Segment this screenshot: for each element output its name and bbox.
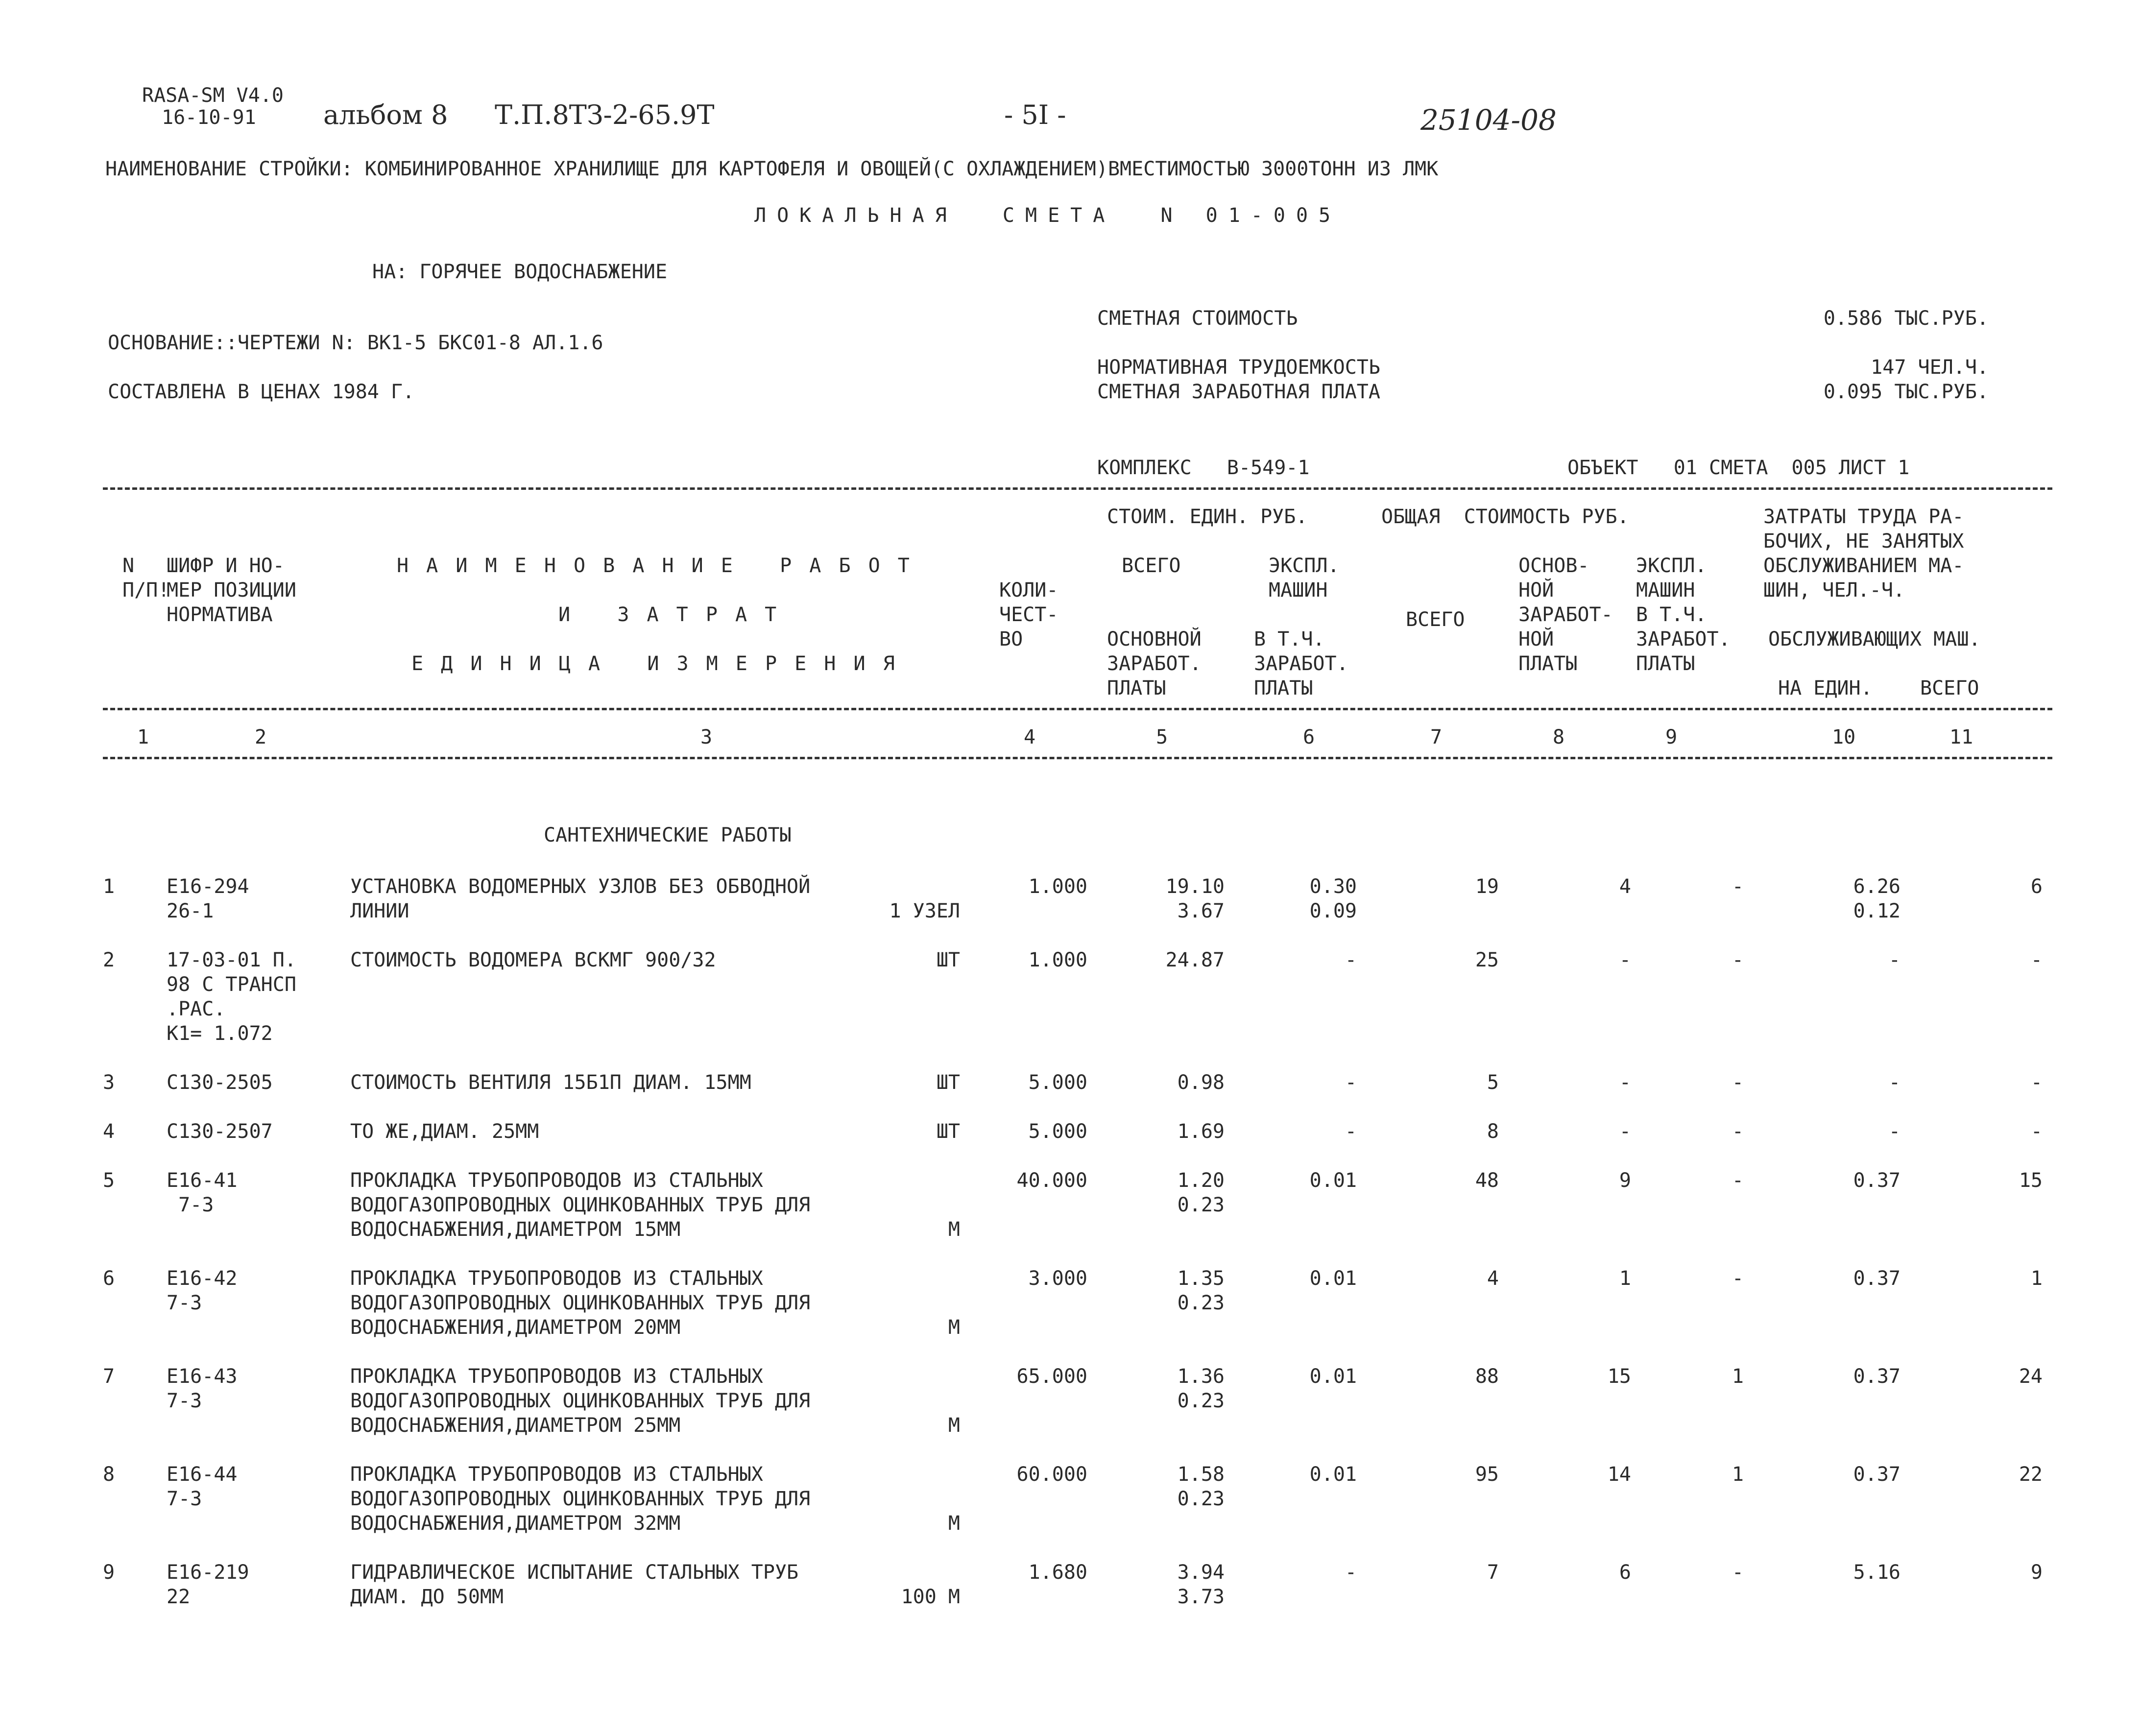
- row-c11-cell: -: [2030, 1120, 2043, 1143]
- row-c7-cell: 19: [1475, 875, 1499, 898]
- document-code: 25104-08: [1420, 103, 1557, 137]
- unit-cost-header: СТОИМ. ЕДИН. РУБ.: [1107, 506, 1308, 528]
- row-c6-cell: -: [1345, 1120, 1357, 1143]
- row-qty-cell: 65.000: [1016, 1365, 1087, 1388]
- row-name-cell: ТО ЖЕ,ДИАМ. 25ММ: [350, 1120, 539, 1143]
- col-n-header: N П/П!: [122, 555, 170, 602]
- row-c5-cell: 1.69: [1177, 1120, 1225, 1143]
- row-n-cell: 4: [103, 1120, 115, 1143]
- row-c11-cell: -: [2030, 1071, 2043, 1094]
- row-code-cell: Е16-41 7-3: [167, 1169, 238, 1216]
- row-code-cell: Е16-42 7-3: [167, 1267, 238, 1314]
- col-code-header: ШИФР И НО- МЕР ПОЗИЦИИ НОРМАТИВА: [167, 555, 296, 626]
- col-name-header: И З А Т Р А Т: [558, 603, 780, 626]
- price-base: СОСТАВЛЕНА В ЦЕНАХ 1984 Г.: [108, 381, 415, 403]
- row-c6-cell: -: [1345, 1561, 1357, 1584]
- column-number: 4: [1024, 726, 1036, 748]
- row-c8-cell: 6: [1619, 1561, 1631, 1584]
- row-c5-cell: 3.94 3.73: [1177, 1561, 1225, 1608]
- col-name-header: Н А И М Е Н О В А Н И Е Р А Б О Т: [397, 555, 913, 577]
- row-c6-cell: 0.01: [1309, 1463, 1357, 1486]
- estimate-title: ЛОКАЛЬНАЯ СМЕТА N 01-005: [754, 204, 1342, 227]
- row-c10-cell: 0.37: [1853, 1267, 1900, 1290]
- row-c9-cell: -: [1732, 1267, 1744, 1290]
- row-c6-cell: -: [1345, 1071, 1357, 1094]
- row-qty-cell: 5.000: [1028, 1071, 1087, 1094]
- row-qty-cell: 40.000: [1016, 1169, 1087, 1192]
- construction-name: НАИМЕНОВАНИЕ СТРОЙКИ: КОМБИНИРОВАННОЕ ХРАНИЛИЩЕ ДЛЯ КАРТОФЕЛЯ И ОВОЩЕЙ(С ОХЛАЖДЕНИЕМ)ВМЕСТИМОСТЬЮ 3000ТОНН ИЗ ЛМК: [105, 158, 1439, 180]
- summary-value: 147 ЧЕЛ.Ч.: [1871, 356, 1989, 379]
- row-qty-cell: 1.000: [1028, 875, 1087, 898]
- row-c6-cell: 0.01: [1309, 1365, 1357, 1388]
- col-qty-header: КОЛИ- ЧЕСТ- ВО: [999, 579, 1058, 651]
- row-name-cell: УСТАНОВКА ВОДОМЕРНЫХ УЗЛОВ БЕЗ ОБВОДНОЙ ЛИНИИ: [350, 875, 811, 922]
- column-number: 1: [137, 726, 149, 748]
- row-c5-cell: 1.35 0.23: [1177, 1267, 1225, 1314]
- row-n-cell: 7: [103, 1365, 115, 1388]
- row-name-cell: СТОИМОСТЬ ВОДОМЕРА ВСКМГ 900/32: [350, 949, 716, 971]
- row-c11-cell: -: [2030, 949, 2043, 971]
- total-wage-header: ОСНОВ- НОЙ ЗАРАБОТ- НОЙ ПЛАТЫ: [1518, 555, 1613, 675]
- row-code-cell: С130-2507: [167, 1120, 273, 1143]
- row-c7-cell: 95: [1475, 1463, 1499, 1486]
- total-cost-header: ОБЩАЯ СТОИМОСТЬ РУБ.: [1381, 506, 1629, 528]
- summary-label: СМЕТНАЯ ЗАРАБОТНАЯ ПЛАТА: [1097, 381, 1380, 403]
- row-code-cell: Е16-43 7-3: [167, 1365, 238, 1412]
- header-rule-mid: [103, 708, 2052, 710]
- row-c10-cell: -: [1888, 1071, 1900, 1094]
- row-n-cell: 6: [103, 1267, 115, 1290]
- row-c5-cell: 1.20 0.23: [1177, 1169, 1225, 1216]
- row-n-cell: 9: [103, 1561, 115, 1584]
- row-c5-cell: 1.58 0.23: [1177, 1463, 1225, 1510]
- row-c8-cell: 14: [1607, 1463, 1631, 1486]
- row-c6-cell: -: [1345, 949, 1357, 971]
- row-c8-cell: -: [1619, 1120, 1631, 1143]
- row-c7-cell: 48: [1475, 1169, 1499, 1192]
- column-number: 7: [1430, 726, 1443, 748]
- row-qty-cell: 60.000: [1016, 1463, 1087, 1486]
- row-name-cell: ПРОКЛАДКА ТРУБОПРОВОДОВ ИЗ СТАЛЬНЫХ ВОДОГАЗОПРОВОДНЫХ ОЦИНКОВАННЫХ ТРУБ ДЛЯ ВОДОСНАБЖЕНИЯ,ДИАМЕТРОМ 20ММ: [350, 1267, 811, 1339]
- row-unit-cell: 100 М: [901, 1586, 960, 1608]
- column-number: 2: [255, 726, 267, 748]
- row-c9-cell: -: [1732, 1071, 1744, 1094]
- row-c7-cell: 5: [1487, 1071, 1499, 1094]
- row-c7-cell: 88: [1475, 1365, 1499, 1388]
- column-number: 3: [700, 726, 713, 748]
- estimate-subject: НА: ГОРЯЧЕЕ ВОДОСНАБЖЕНИЕ: [372, 261, 668, 283]
- row-c8-cell: -: [1619, 949, 1631, 971]
- row-c11-cell: 6: [2030, 875, 2043, 898]
- row-c9-cell: -: [1732, 1169, 1744, 1192]
- row-qty-cell: 3.000: [1028, 1267, 1087, 1290]
- row-c11-cell: 1: [2030, 1267, 2043, 1290]
- complex-code: КОМПЛЕКС В-549-1: [1097, 457, 1310, 479]
- row-c9-cell: -: [1732, 949, 1744, 971]
- row-c10-cell: 6.26 0.12: [1853, 875, 1900, 922]
- header-rule-top: [103, 487, 2052, 490]
- row-unit-cell: 1 УЗЕЛ: [889, 900, 960, 922]
- row-unit-cell: ШТ: [936, 949, 960, 971]
- summary-value: 0.095 ТЫС.РУБ.: [1823, 381, 1989, 403]
- column-number: 11: [1949, 726, 1973, 748]
- unit-machine-header: ЭКСПЛ. МАШИН: [1269, 555, 1340, 602]
- row-c7-cell: 7: [1487, 1561, 1499, 1584]
- row-unit-cell: ШТ: [936, 1120, 960, 1143]
- row-name-cell: ПРОКЛАДКА ТРУБОПРОВОДОВ ИЗ СТАЛЬНЫХ ВОДОГАЗОПРОВОДНЫХ ОЦИНКОВАННЫХ ТРУБ ДЛЯ ВОДОСНАБЖЕНИЯ,ДИАМЕТРОМ 25ММ: [350, 1365, 811, 1437]
- row-c9-cell: -: [1732, 1120, 1744, 1143]
- row-qty-cell: 1.680: [1028, 1561, 1087, 1584]
- labor-total-header: ВСЕГО: [1920, 677, 1979, 699]
- total-machine-header: ЭКСПЛ. МАШИН В Т.Ч. ЗАРАБОТ. ПЛАТЫ: [1636, 555, 1731, 675]
- column-number: 5: [1156, 726, 1168, 748]
- row-c11-cell: 15: [2019, 1169, 2043, 1192]
- column-number: 10: [1832, 726, 1856, 748]
- summary-value: 0.586 ТЫС.РУБ.: [1823, 307, 1989, 330]
- unit-wage-header: ОСНОВНОЙ ЗАРАБОТ. ПЛАТЫ: [1107, 628, 1202, 699]
- unit-total-header: ВСЕГО: [1122, 555, 1181, 577]
- row-c10-cell: 0.37: [1853, 1463, 1900, 1486]
- row-name-cell: ПРОКЛАДКА ТРУБОПРОВОДОВ ИЗ СТАЛЬНЫХ ВОДОГАЗОПРОВОДНЫХ ОЦИНКОВАННЫХ ТРУБ ДЛЯ ВОДОСНАБЖЕНИЯ,ДИАМЕТРОМ 15ММ: [350, 1169, 811, 1241]
- row-c5-cell: 1.36 0.23: [1177, 1365, 1225, 1412]
- object-sheet: ОБЪЕКТ 01 СМЕТА 005 ЛИСТ 1: [1567, 457, 1910, 479]
- labor-header: ЗАТРАТЫ ТРУДА РА- БОЧИХ, НЕ ЗАНЯТЫХ ОБСЛУЖИВАНИЕМ МА- ШИН, ЧЕЛ.-Ч.: [1763, 506, 1964, 602]
- unit-machine-wage-header: В Т.Ч. ЗАРАБОТ. ПЛАТЫ: [1254, 628, 1348, 699]
- row-c7-cell: 8: [1487, 1120, 1499, 1143]
- row-unit-cell: ШТ: [936, 1071, 960, 1094]
- row-c8-cell: 1: [1619, 1267, 1631, 1290]
- row-c8-cell: 4: [1619, 875, 1631, 898]
- summary-label: СМЕТНАЯ СТОИМОСТЬ: [1097, 307, 1298, 330]
- print-date: 16-10-91: [162, 106, 256, 129]
- row-unit-cell: М: [948, 1218, 960, 1241]
- row-n-cell: 5: [103, 1169, 115, 1192]
- row-c8-cell: 9: [1619, 1169, 1631, 1192]
- row-unit-cell: М: [948, 1414, 960, 1437]
- col-name-header: Е Д И Н И Ц А И З М Е Р Е Н И Я: [411, 652, 898, 675]
- row-c10-cell: 5.16: [1853, 1561, 1900, 1584]
- row-code-cell: С130-2505: [167, 1071, 273, 1094]
- row-qty-cell: 1.000: [1028, 949, 1087, 971]
- row-unit-cell: М: [948, 1316, 960, 1339]
- row-qty-cell: 5.000: [1028, 1120, 1087, 1143]
- row-code-cell: 17-03-01 П. 98 С ТРАНСП .РАС. К1= 1.072: [167, 949, 296, 1045]
- labor-unit-header: НА ЕДИН.: [1778, 677, 1873, 699]
- summary-label: НОРМАТИВНАЯ ТРУДОЕМКОСТЬ: [1097, 356, 1380, 379]
- row-name-cell: ГИДРАВЛИЧЕСКОЕ ИСПЫТАНИЕ СТАЛЬНЫХ ТРУБ ДИАМ. ДО 50ММ: [350, 1561, 799, 1608]
- row-n-cell: 2: [103, 949, 115, 971]
- header-rule-bottom: [103, 757, 2052, 759]
- project-code: Т.П.8ТЗ-2-65.9Т: [495, 99, 715, 130]
- total-all-header: ВСЕГО: [1406, 608, 1465, 631]
- row-code-cell: Е16-219 22: [167, 1561, 249, 1608]
- column-number: 6: [1303, 726, 1315, 748]
- row-c6-cell: 0.01: [1309, 1169, 1357, 1192]
- row-name-cell: СТОИМОСТЬ ВЕНТИЛЯ 15Б1П ДИАМ. 15ММ: [350, 1071, 751, 1094]
- row-c7-cell: 25: [1475, 949, 1499, 971]
- row-c10-cell: -: [1888, 1120, 1900, 1143]
- section-title: САНТЕХНИЧЕСКИЕ РАБОТЫ: [544, 824, 792, 846]
- album-label: альбом 8: [323, 99, 448, 130]
- row-c9-cell: 1: [1732, 1365, 1744, 1388]
- row-c11-cell: 22: [2019, 1463, 2043, 1486]
- column-number: 8: [1553, 726, 1565, 748]
- row-c10-cell: 0.37: [1853, 1365, 1900, 1388]
- page-number: - 5I -: [1004, 99, 1066, 130]
- basis-drawings: ОСНОВАНИЕ::ЧЕРТЕЖИ N: ВК1-5 БКС01-8 АЛ.1.6: [108, 332, 603, 354]
- row-c8-cell: 15: [1607, 1365, 1631, 1388]
- row-c11-cell: 24: [2019, 1365, 2043, 1388]
- row-c6-cell: 0.30 0.09: [1309, 875, 1357, 922]
- row-c5-cell: 19.10 3.67: [1165, 875, 1225, 922]
- labor-machine-header: ОБСЛУЖИВАЮЩИХ МАШ.: [1768, 628, 1981, 651]
- row-c6-cell: 0.01: [1309, 1267, 1357, 1290]
- row-name-cell: ПРОКЛАДКА ТРУБОПРОВОДОВ ИЗ СТАЛЬНЫХ ВОДОГАЗОПРОВОДНЫХ ОЦИНКОВАННЫХ ТРУБ ДЛЯ ВОДОСНАБЖЕНИЯ,ДИАМЕТРОМ 32ММ: [350, 1463, 811, 1535]
- column-number: 9: [1665, 726, 1678, 748]
- row-c8-cell: -: [1619, 1071, 1631, 1094]
- row-n-cell: 1: [103, 875, 115, 898]
- row-c9-cell: -: [1732, 875, 1744, 898]
- row-c5-cell: 24.87: [1165, 949, 1225, 971]
- program-version: RASA-SM V4.0: [142, 84, 284, 107]
- row-n-cell: 8: [103, 1463, 115, 1486]
- row-c9-cell: 1: [1732, 1463, 1744, 1486]
- row-n-cell: 3: [103, 1071, 115, 1094]
- row-code-cell: Е16-44 7-3: [167, 1463, 238, 1510]
- row-c5-cell: 0.98: [1177, 1071, 1225, 1094]
- row-c7-cell: 4: [1487, 1267, 1499, 1290]
- row-c11-cell: 9: [2030, 1561, 2043, 1584]
- row-c9-cell: -: [1732, 1561, 1744, 1584]
- row-unit-cell: М: [948, 1512, 960, 1535]
- row-code-cell: Е16-294 26-1: [167, 875, 249, 922]
- row-c10-cell: 0.37: [1853, 1169, 1900, 1192]
- row-c10-cell: -: [1888, 949, 1900, 971]
